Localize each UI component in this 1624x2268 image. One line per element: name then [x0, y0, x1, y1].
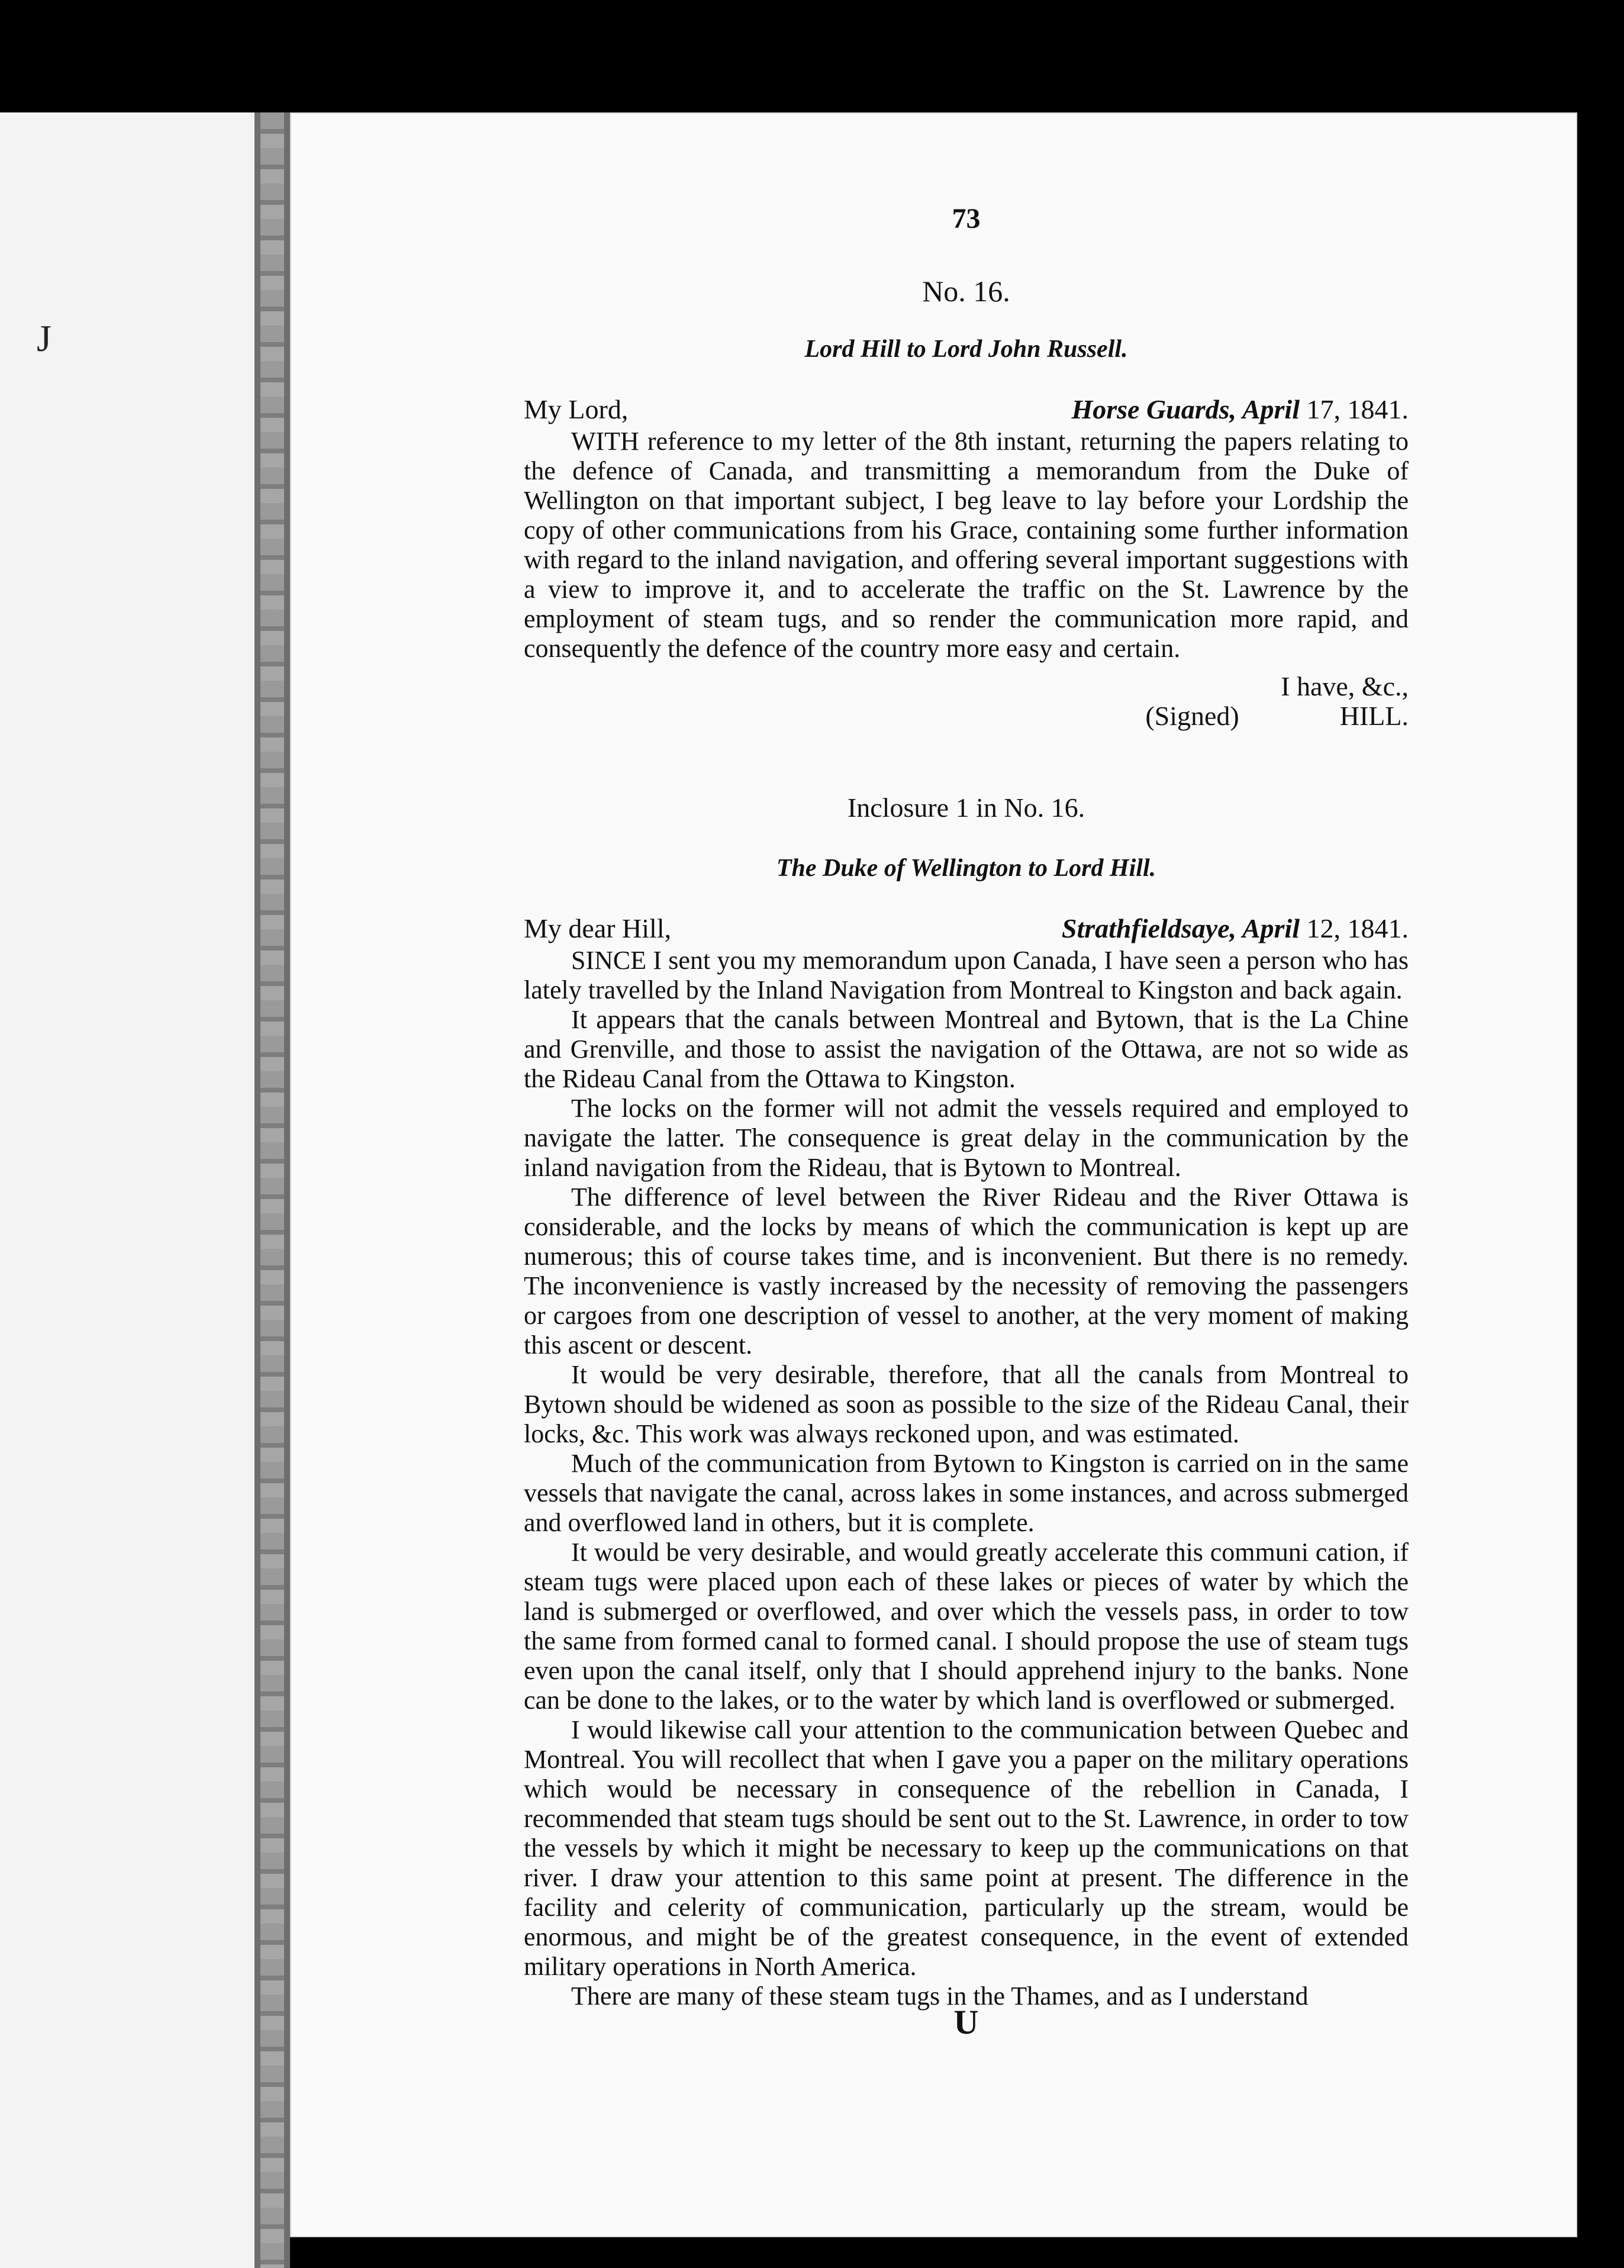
letter2-heading: The Duke of Wellington to Lord Hill. [776, 855, 1156, 882]
letter2-salute-line [524, 914, 1409, 943]
letter1-date: 17, 1841. [1300, 394, 1409, 424]
letter1-place: Horse Guards, April [1071, 394, 1300, 424]
letter2-paragraph: It appears that the canals between Montreal and Bytown, that is the La Chine and Grenville, and those to assist the navigation of the Ottawa, are not so wide as the Rideau Canal from the Ottawa to Kingston. [524, 1005, 1409, 1093]
inclosure-heading: Inclosure 1 in No. 16. [847, 792, 1085, 823]
letter1-salutation: My Lord, [524, 394, 629, 424]
letter2-paragraph: It would be very desirable, and would greatly accelerate this communi cation, if steam tugs were placed upon each of these lakes or pieces of water by which the land is submerged or overflowed, and over which the vessels pass, in order to tow the same from formed canal to formed canal. I should propose the use of steam tugs even upon the canal itself, only that I should apprehend injury to the banks. None can be done to the lakes, or to the water by which land is overflowed or submerged. [524, 1538, 1409, 1715]
letter2-paragraph: SINCE I sent you my memorandum upon Canada, I have seen a person who has lately travelled by the Inland Navigation from Montreal to Kingston and back again. [524, 946, 1409, 1004]
letter1-body: WITH reference to my letter of the 8th instant, returning the papers relating to the defence of Canada, and transmitting a memorandum from the Duke of Wellington on that important subject, I beg leave to lay before your Lordship the copy of other communications from his Grace, containing some further information with regard to the inland navigation, and offering several important suggestions with a view to improve it, and to accelerate the traffic on the St. Lawrence by the employment of steam tugs, and so render the communication more rapid, and consequently the defence of the country more easy and certain. [524, 427, 1409, 663]
page-number: 73 [952, 203, 981, 234]
letter2-place: Strathfieldsaye, April [1061, 913, 1300, 943]
page-content [524, 203, 1409, 2041]
letter2-paragraph: Much of the communication from Bytown to Kingston is carried on in the same vessels that navigate the canal, across lakes in some instances, and across submerged and overflowed land in others, but it is complete. [524, 1449, 1409, 1537]
signature-letter: U [953, 2003, 979, 2041]
letter1-closing: I have, &c., [1281, 671, 1409, 701]
letter2-salutation: My dear Hill, [524, 913, 672, 943]
letter1-signature-row [524, 701, 1409, 731]
left-page-mark: J [37, 317, 51, 359]
letter1-salute-line [524, 395, 1409, 424]
letter2-date: 12, 1841. [1300, 913, 1409, 943]
letter1-heading: Lord Hill to Lord John Russell. [804, 336, 1128, 363]
letter2-paragraph: It would be very desirable, therefore, that all the canals from Montreal to Bytown should be widened as soon as possible to the size of the Rideau Canal, their locks, &c. This work was always reckoned upon, and was estimated. [524, 1360, 1409, 1448]
letter2-paragraph: The locks on the former will not admit the vessels required and employed to navigate the latter. The consequence is great delay in the communication by the inland navigation from the Rideau, that is Bytown to Montreal. [524, 1094, 1409, 1182]
document-page [290, 112, 1577, 2237]
document-number: No. 16. [922, 275, 1010, 308]
letter2-paragraph: The difference of level between the River Rideau and the River Ottawa is considerable, and the locks by means of which the communication is kept up are numerous; this of course takes time, and is inconvenient. But there is no remedy. The inconvenience is vastly increased by the necessity of removing the passengers or cargoes from one description of vessel to another, at the very moment of making this ascent or descent. [524, 1183, 1409, 1359]
page-edges [260, 112, 284, 2268]
letter1-dateline [1071, 395, 1409, 424]
letter2-dateline [1062, 914, 1409, 943]
letter2-paragraph: There are many of these steam tugs in the Thames, and as I understand [571, 1982, 1309, 2011]
letter1-signer: HILL. [1339, 701, 1409, 731]
left-page [0, 112, 258, 2268]
letter1-signed: (Signed) [1145, 701, 1239, 731]
letter2-paragraph: I would likewise call your attention to the communication between Quebec and Montreal. You will recollect that when I gave you a paper on the military operations which would be necessary in consequence of the rebellion in Canada, I recommended that steam tugs should be sent out to the St. Lawrence, in order to tow the vessels by which it might be necessary to keep up the communications on that river. I draw your attention to this same point at present. The difference in the facility and celerity of communication, particularly up the stream, would be enormous, and might be of the greatest consequence, in the event of extended military operations in North America. [524, 1715, 1409, 1981]
